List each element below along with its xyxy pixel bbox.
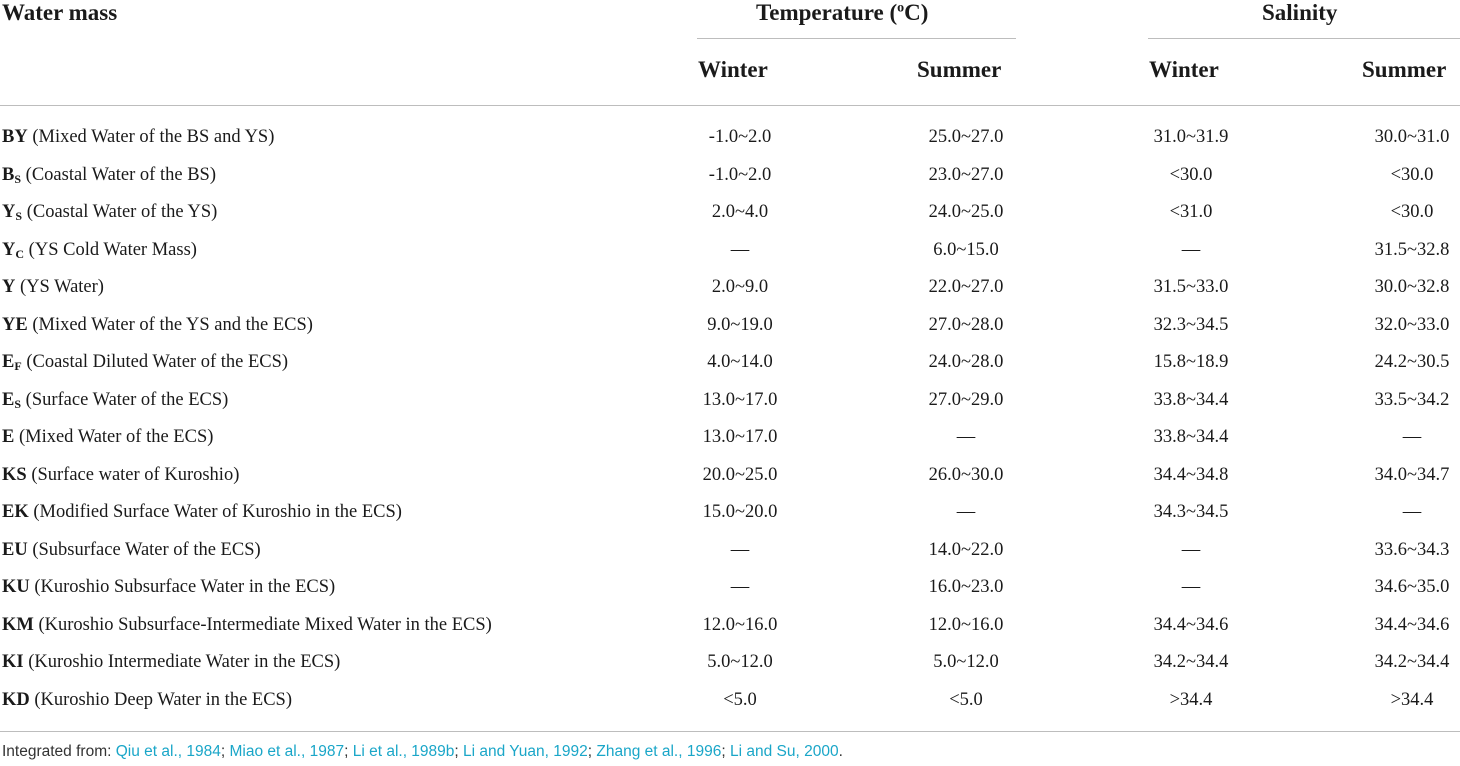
water-mass-code: EU — [2, 539, 28, 560]
water-mass-cell — [2, 419, 213, 455]
water-mass-code: BY — [2, 127, 28, 147]
footnote-prefix: Integrated from: — [2, 743, 116, 760]
table-row — [0, 457, 1460, 493]
temp-summer-cell: 24.0~28.0 — [928, 352, 1004, 372]
water-mass-description: (Mixed Water of the ECS) — [14, 427, 214, 447]
footnote — [2, 743, 843, 761]
temp-winter-cell: — — [730, 539, 750, 560]
sal-winter-cell: 32.3~34.5 — [1153, 314, 1229, 335]
water-mass-code: KD — [2, 689, 30, 710]
water-mass-description: (Kuroshio Subsurface Water in the ECS) — [29, 577, 336, 597]
header-temperature — [756, 0, 928, 26]
water-mass-code: KM — [2, 614, 34, 635]
salinity-group-rule — [1148, 38, 1460, 39]
header-bottom-rule — [0, 105, 1460, 106]
water-mass-description: (Surface Water of the ECS) — [21, 389, 229, 410]
temp-winter-cell: 20.0~25.0 — [702, 464, 778, 485]
water-mass-code: YE — [2, 314, 28, 335]
water-mass-description: (Coastal Diluted Water of the ECS) — [21, 352, 289, 372]
footnote-separator: ; — [721, 743, 730, 760]
water-mass-cell — [2, 644, 340, 680]
sal-summer-cell: 33.5~34.2 — [1374, 389, 1450, 410]
sal-winter-cell: 31.5~33.0 — [1153, 277, 1229, 297]
water-mass-description: (YS Water) — [15, 277, 104, 297]
water-mass-description: (Mixed Water of the YS and the ECS) — [27, 314, 313, 335]
header-salinity: Salinity — [1262, 0, 1338, 25]
temp-summer-cell: 27.0~28.0 — [928, 314, 1004, 335]
sal-summer-cell: 34.6~35.0 — [1374, 577, 1450, 597]
sal-summer-cell: 34.2~34.4 — [1374, 652, 1450, 672]
header-sal-summer: Summer — [1362, 57, 1447, 82]
reference-link[interactable]: Li et al., 1989b — [352, 743, 455, 760]
table-row — [0, 157, 1460, 193]
sal-summer-cell: — — [1402, 502, 1422, 522]
table-row — [0, 119, 1460, 155]
sal-winter-cell: 33.8~34.4 — [1153, 427, 1229, 447]
sal-summer-cell: >34.4 — [1390, 689, 1434, 710]
temp-summer-cell: 5.0~12.0 — [933, 652, 999, 672]
water-mass-cell — [2, 569, 335, 605]
water-mass-description: (Kuroshio Deep Water in the ECS) — [29, 689, 293, 710]
temp-summer-cell: 27.0~29.0 — [928, 389, 1004, 410]
water-mass-description: (Subsurface Water of the ECS) — [27, 539, 261, 560]
temp-winter-cell: 2.0~9.0 — [711, 277, 769, 297]
temp-summer-cell: 25.0~27.0 — [928, 127, 1004, 147]
temp-winter-cell: 13.0~17.0 — [702, 389, 778, 410]
table-row — [0, 532, 1460, 568]
temp-summer-cell: 22.0~27.0 — [928, 277, 1004, 297]
water-mass-code: KI — [2, 652, 24, 672]
reference-link[interactable]: Li and Su, 2000 — [729, 743, 839, 760]
temp-winter-cell: 13.0~17.0 — [702, 427, 778, 447]
temp-summer-cell: 12.0~16.0 — [928, 614, 1004, 635]
temp-winter-cell: -1.0~2.0 — [708, 164, 772, 185]
temp-winter-cell: 2.0~4.0 — [711, 202, 769, 222]
sal-winter-cell: <31.0 — [1169, 202, 1213, 222]
temp-winter-cell: -1.0~2.0 — [708, 127, 772, 147]
water-mass-cell — [2, 119, 274, 155]
temp-winter-cell: — — [730, 239, 750, 260]
table-row — [0, 269, 1460, 305]
water-mass-code: B — [2, 164, 15, 185]
header-sal-winter: Winter — [1149, 57, 1219, 82]
footnote-end: . — [838, 743, 843, 760]
temp-winter-cell: 9.0~19.0 — [707, 314, 773, 335]
water-mass-code: E — [2, 427, 15, 447]
sal-summer-cell: <30.0 — [1390, 164, 1434, 185]
temp-summer-cell: 16.0~23.0 — [928, 577, 1004, 597]
temperature-group-rule — [697, 38, 1016, 39]
sal-winter-cell: — — [1181, 577, 1201, 597]
water-mass-description: (Surface water of Kuroshio) — [26, 464, 240, 485]
water-mass-cell — [2, 269, 104, 305]
header-temperature-unit: C) — [904, 0, 929, 25]
water-mass-cell — [2, 682, 292, 718]
water-mass-description: (Kuroshio Intermediate Water in the ECS) — [23, 652, 341, 672]
sal-winter-cell: 15.8~18.9 — [1153, 352, 1229, 372]
water-mass-code-subscript: C — [15, 246, 25, 261]
footnote-separator: ; — [220, 743, 230, 760]
water-mass-code-subscript: S — [14, 171, 22, 186]
water-mass-code-subscript: S — [14, 396, 22, 411]
sal-summer-cell: 34.0~34.7 — [1374, 464, 1450, 485]
sal-winter-cell: 34.2~34.4 — [1153, 652, 1229, 672]
temp-summer-cell: 14.0~22.0 — [928, 539, 1004, 560]
sal-summer-cell: 30.0~31.0 — [1374, 127, 1450, 147]
water-mass-cell — [2, 344, 288, 384]
sal-winter-cell: 34.4~34.8 — [1153, 464, 1229, 485]
water-mass-cell — [2, 157, 216, 197]
temp-winter-cell: <5.0 — [723, 689, 757, 710]
sal-summer-cell: 32.0~33.0 — [1374, 314, 1450, 335]
water-mass-cell — [2, 494, 402, 530]
water-mass-description: (Kuroshio Subsurface-Intermediate Mixed Water in the ECS) — [33, 614, 492, 635]
reference-link[interactable]: Zhang et al., 1996 — [596, 743, 722, 760]
water-mass-cell — [2, 532, 261, 568]
header-temp-summer: Summer — [917, 57, 1002, 82]
table-row — [0, 344, 1460, 380]
temp-summer-cell: — — [956, 427, 976, 447]
water-mass-cell — [2, 607, 492, 643]
water-mass-code: KS — [2, 464, 27, 485]
table-row — [0, 232, 1460, 268]
header-temperature-degree: o — [897, 0, 905, 16]
water-mass-code: EK — [2, 502, 29, 522]
sal-winter-cell: >34.4 — [1169, 689, 1213, 710]
temp-winter-cell: 5.0~12.0 — [707, 652, 773, 672]
reference-link[interactable]: Li and Yuan, 1992 — [463, 743, 588, 760]
water-mass-code: E — [2, 352, 15, 372]
sal-winter-cell: 34.3~34.5 — [1153, 502, 1229, 522]
temp-winter-cell: 15.0~20.0 — [702, 502, 778, 522]
sal-summer-cell: 31.5~32.8 — [1374, 239, 1450, 260]
table-row — [0, 194, 1460, 230]
water-mass-description: (Coastal Water of the YS) — [22, 202, 218, 222]
water-mass-cell — [2, 232, 197, 272]
table-row — [0, 682, 1460, 718]
table-row — [0, 607, 1460, 643]
sal-summer-cell: — — [1402, 427, 1422, 447]
temp-winter-cell: 4.0~14.0 — [707, 352, 773, 372]
sal-winter-cell: 33.8~34.4 — [1153, 389, 1229, 410]
sal-winter-cell: <30.0 — [1169, 164, 1213, 185]
sal-winter-cell: — — [1181, 539, 1201, 560]
table-row — [0, 307, 1460, 343]
water-mass-code: KU — [2, 577, 30, 597]
water-mass-cell — [2, 194, 217, 234]
temp-summer-cell: 26.0~30.0 — [928, 464, 1004, 485]
water-mass-description: (YS Cold Water Mass) — [24, 239, 197, 260]
water-mass-description: (Coastal Water of the BS) — [21, 164, 216, 185]
footnote-separator: ; — [587, 743, 597, 760]
sal-summer-cell: 24.2~30.5 — [1374, 352, 1450, 372]
sal-winter-cell: — — [1181, 239, 1201, 260]
water-mass-code: Y — [2, 239, 16, 260]
footnote-separator: ; — [454, 743, 464, 760]
temp-winter-cell: — — [730, 577, 750, 597]
header-temperature-label: Temperature ( — [756, 0, 898, 25]
table-row — [0, 494, 1460, 530]
water-mass-code: E — [2, 389, 15, 410]
temp-summer-cell: — — [956, 502, 976, 522]
water-mass-code: Y — [2, 277, 16, 297]
table-row — [0, 569, 1460, 605]
header-water-mass: Water mass — [2, 0, 118, 25]
footnote-separator: ; — [344, 743, 353, 760]
table-row — [0, 382, 1460, 418]
water-mass-cell — [2, 307, 313, 343]
water-mass-cell — [2, 382, 228, 422]
temp-summer-cell: 6.0~15.0 — [933, 239, 999, 260]
sal-summer-cell: <30.0 — [1390, 202, 1434, 222]
sal-summer-cell: 33.6~34.3 — [1374, 539, 1450, 560]
water-mass-description: (Modified Surface Water of Kuroshio in the ECS) — [28, 502, 402, 522]
header-temp-winter: Winter — [698, 57, 768, 82]
water-mass-code: Y — [2, 202, 16, 222]
reference-link[interactable]: Miao et al., 1987 — [229, 743, 345, 760]
temp-summer-cell: 24.0~25.0 — [928, 202, 1004, 222]
sal-winter-cell: 34.4~34.6 — [1153, 614, 1229, 635]
temp-summer-cell: 23.0~27.0 — [928, 164, 1004, 185]
reference-link[interactable]: Qiu et al., 1984 — [115, 743, 221, 760]
water-mass-description: (Mixed Water of the BS and YS) — [27, 127, 275, 147]
sal-winter-cell: 31.0~31.9 — [1153, 127, 1229, 147]
water-mass-code-subscript: F — [14, 359, 22, 373]
water-mass-cell — [2, 457, 239, 493]
table-row — [0, 419, 1460, 455]
sal-summer-cell: 30.0~32.8 — [1374, 277, 1450, 297]
table-row — [0, 644, 1460, 680]
water-mass-code-subscript: S — [15, 209, 23, 223]
temp-winter-cell: 12.0~16.0 — [702, 614, 778, 635]
temp-summer-cell: <5.0 — [949, 689, 983, 710]
sal-summer-cell: 34.4~34.6 — [1374, 614, 1450, 635]
table-bottom-rule — [0, 731, 1460, 732]
